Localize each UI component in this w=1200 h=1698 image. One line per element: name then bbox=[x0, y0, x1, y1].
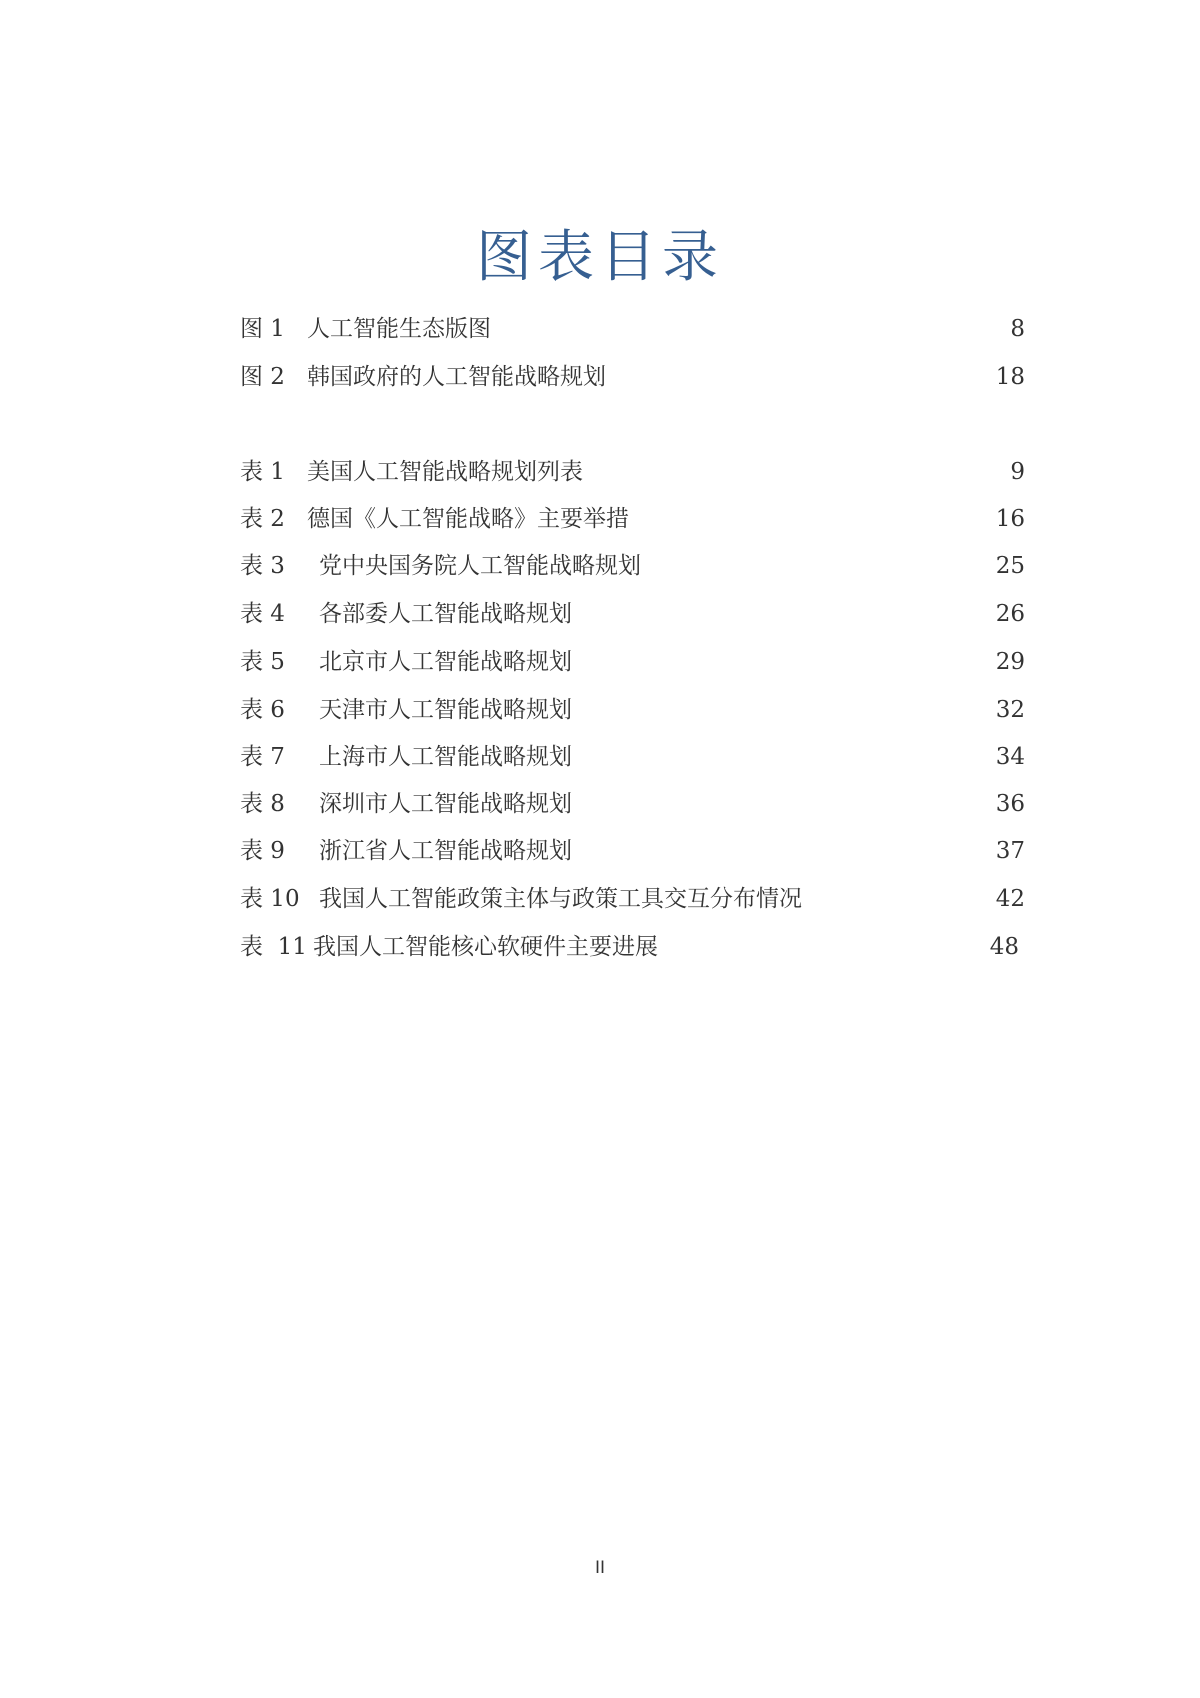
toc-entry-title: 北京市人工智能战略规划 bbox=[319, 649, 572, 675]
toc-entry-table-5[interactable] bbox=[240, 640, 1025, 684]
toc-entry-title: 深圳市人工智能战略规划 bbox=[319, 791, 572, 817]
toc-entry-page: 42 bbox=[995, 886, 1025, 912]
toc-entry-page: 9 bbox=[1010, 459, 1025, 485]
toc-entry-label: 表 11 bbox=[240, 934, 307, 960]
toc-entry-title: 各部委人工智能战略规划 bbox=[319, 601, 572, 627]
toc-entry-page: 37 bbox=[995, 838, 1025, 864]
toc-entry-page: 8 bbox=[1010, 316, 1025, 342]
toc-entry-title: 浙江省人工智能战略规划 bbox=[319, 838, 572, 864]
toc-entry-label: 图 2 bbox=[240, 364, 285, 390]
toc-entry-page: 26 bbox=[995, 601, 1025, 627]
toc-entry-page: 29 bbox=[995, 649, 1025, 675]
toc-entry-table-11[interactable] bbox=[240, 925, 1025, 969]
toc-entry-figure-2[interactable] bbox=[240, 355, 1025, 399]
toc-entry-title: 我国人工智能政策主体与政策工具交互分布情况 bbox=[319, 886, 802, 912]
toc-entry-title: 天津市人工智能战略规划 bbox=[319, 697, 572, 723]
toc-entry-table-8[interactable] bbox=[240, 782, 1025, 826]
toc-entry-label: 表 7 bbox=[240, 744, 285, 770]
toc-entry-title: 德国《人工智能战略》主要举措 bbox=[307, 506, 629, 532]
toc-entry-table-10[interactable] bbox=[240, 877, 1025, 921]
toc-entry-label: 表 5 bbox=[240, 649, 285, 675]
toc-entry-table-7[interactable] bbox=[240, 735, 1025, 779]
toc-entry-table-2[interactable] bbox=[240, 497, 1025, 541]
toc-entry-page: 25 bbox=[995, 553, 1025, 579]
toc-entry-label: 表 8 bbox=[240, 791, 285, 817]
toc-entry-title: 党中央国务院人工智能战略规划 bbox=[319, 553, 641, 579]
toc-entry-label: 表 2 bbox=[240, 506, 285, 532]
toc-entry-label: 表 1 bbox=[240, 459, 285, 485]
toc-entry-table-4[interactable] bbox=[240, 592, 1025, 636]
toc-entry-page: 18 bbox=[995, 364, 1025, 390]
toc-entry-page: 48 bbox=[989, 934, 1019, 960]
toc-entry-table-6[interactable] bbox=[240, 688, 1025, 732]
toc-entry-label: 表 10 bbox=[240, 886, 300, 912]
toc-entry-title: 韩国政府的人工智能战略规划 bbox=[307, 364, 606, 390]
toc-entry-title: 人工智能生态版图 bbox=[307, 316, 491, 342]
toc-entry-figure-1[interactable] bbox=[240, 307, 1025, 351]
toc-entry-page: 34 bbox=[995, 744, 1025, 770]
toc-entry-label: 图 1 bbox=[240, 316, 285, 342]
toc-entry-title: 上海市人工智能战略规划 bbox=[319, 744, 572, 770]
toc-entry-title: 我国人工智能核心软硬件主要进展 bbox=[313, 934, 658, 960]
toc-entry-title: 美国人工智能战略规划列表 bbox=[307, 459, 583, 485]
page-number: II bbox=[594, 1558, 606, 1578]
page-title: 图表目录 bbox=[476, 225, 724, 290]
toc-entry-table-1[interactable] bbox=[240, 450, 1025, 494]
toc-entry-page: 32 bbox=[995, 697, 1025, 723]
toc-entry-label: 表 4 bbox=[240, 601, 285, 627]
toc-entry-page: 16 bbox=[995, 506, 1025, 532]
toc-entry-label: 表 6 bbox=[240, 697, 285, 723]
toc-entry-table-3[interactable] bbox=[240, 544, 1025, 588]
toc-entry-page: 36 bbox=[995, 791, 1025, 817]
toc-entry-table-9[interactable] bbox=[240, 829, 1025, 873]
toc-entry-label: 表 3 bbox=[240, 553, 285, 579]
toc-entry-label: 表 9 bbox=[240, 838, 285, 864]
